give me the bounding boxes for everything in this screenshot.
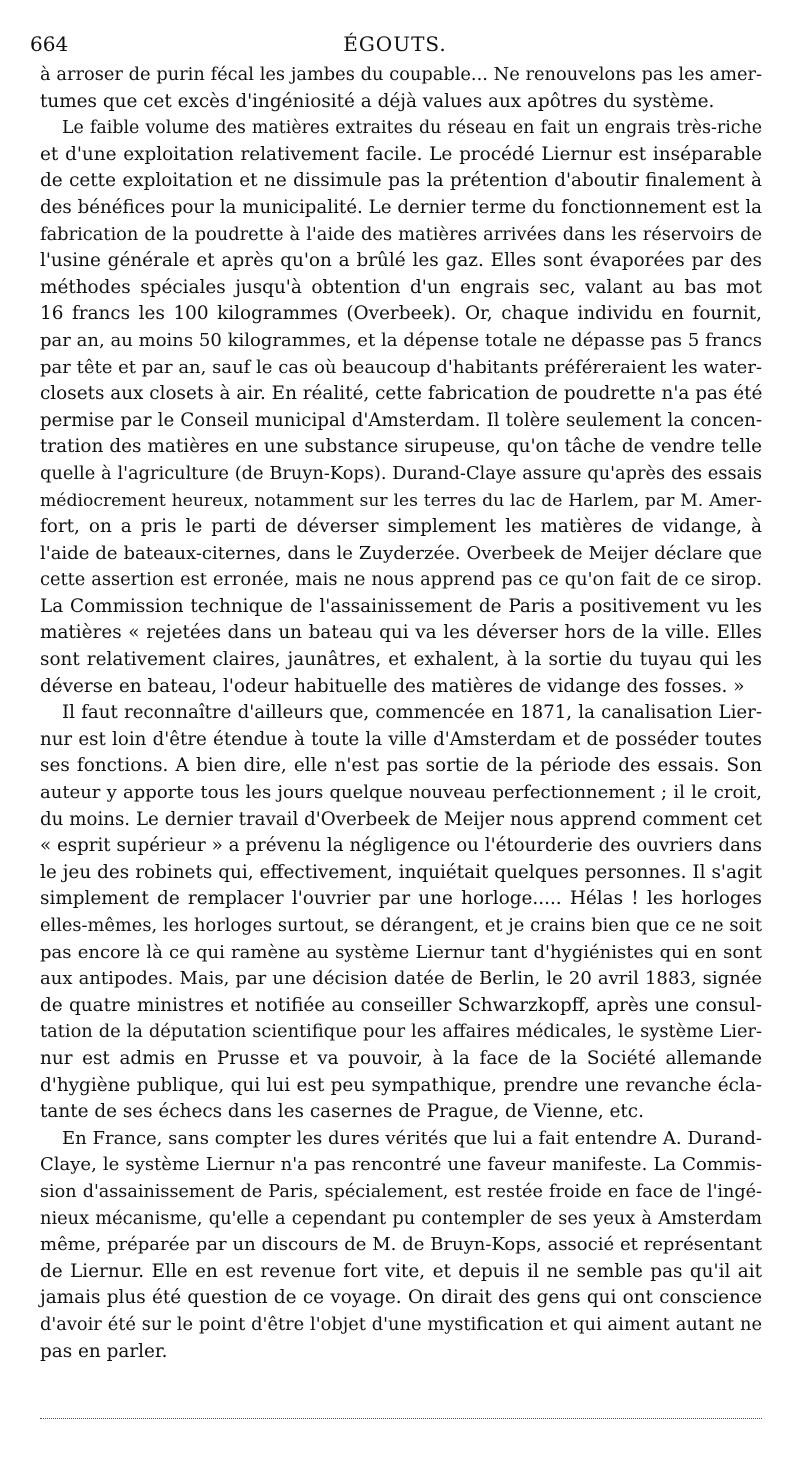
text-line: simplement de remplacer l'ouvrier par une horloge..... Hélas ! les horloges <box>40 888 762 910</box>
text-line: nieux mécanisme, qu'elle a cependant pu contempler de ses yeux à Amsterdam <box>40 1207 762 1229</box>
text-line: du moins. Le dernier travail d'Overbeek de Meijer nous apprend comment cet <box>40 808 762 830</box>
text-line: Il faut reconnaître d'ailleurs que, commencée en 1871, la canalisation Lier- <box>62 702 762 724</box>
text-line: Le faible volume des matières extraites du réseau en fait un engrais très-riche <box>62 118 762 139</box>
body-text <box>40 62 762 1365</box>
footer-dotted-rule <box>40 1418 762 1419</box>
text-line: le jeu des robinets qui, effectivement, inquiétait quelques personnes. Il s'agit <box>40 861 762 883</box>
text-line: fabrication de la poudrette à l'aide des matières arrivées dans les réservoirs de <box>40 223 762 245</box>
text-line: quelle à l'agriculture (de Bruyn-Kops). Durand-Claye assure qu'après des essais <box>40 462 762 484</box>
text-line: sont relativement claires, jaunâtres, et exhalent, à la sortie du tuyau qui les <box>40 649 762 671</box>
text-line: jamais plus été question de ce voyage. On dirait des gens qui ont conscience <box>40 1287 762 1309</box>
text-line: La Commission technique de l'assainissement de Paris a positivement vu les <box>40 595 762 617</box>
text-line: des bénéfices pour la municipalité. Le dernier terme du fonctionnement est la <box>40 196 762 218</box>
text-line: l'usine générale et après qu'on a brûlé les gaz. Elles sont évaporées par des <box>40 250 762 272</box>
text-line: fort, on a pris le parti de déverser simplement les matières de vidange, à <box>40 516 762 538</box>
text-line: tante de ses échecs dans les casernes de Prague, de Vienne, etc. <box>40 1101 644 1123</box>
text-line: par an, au moins 50 kilogrammes, et la dépense totale ne dépasse pas 5 francs <box>40 329 762 351</box>
text-line: auteur y apporte tous les jours quelque nouveau perfectionnement ; il le croit, <box>40 782 762 804</box>
text-line: matières « rejetées dans un bateau qui va les déverser hors de la ville. Elles <box>40 622 762 644</box>
text-line: pas encore là ce qui ramène au système Liernur tant d'hygiénistes qui en sont <box>40 941 762 963</box>
text-line: d'hygiène publique, qui lui est peu sympathique, prendre une revanche écla- <box>40 1074 762 1096</box>
text-line: En France, sans compter les dures vérités que lui a fait entendre A. Durand- <box>62 1127 762 1149</box>
text-line: nur est admis en Prusse et va pouvoir, à la face de la Société allemande <box>40 1047 762 1069</box>
text-line: closets aux closets à air. En réalité, cette fabrication de poudrette n'a pas été <box>40 383 763 405</box>
text-line: permise par le Conseil municipal d'Amsterdam. Il tolère seulement la concen- <box>40 409 762 431</box>
paragraph <box>40 62 762 115</box>
text-line: même, préparée par un discours de M. de Bruyn-Kops, associé et représentant <box>40 1234 762 1256</box>
text-line: nur est loin d'être étendue à toute la ville d'Amsterdam et de posséder toutes <box>40 728 762 750</box>
text-line: de Liernur. Elle en est revenue fort vite, et depuis il ne semble pas qu'il ait <box>40 1260 762 1282</box>
text-line: et d'une exploitation relativement facile. Le procédé Liernur est inséparable <box>40 143 762 165</box>
text-line: médiocrement heureux, notamment sur les terres du lac de Harlem, par M. Amer- <box>40 490 762 511</box>
text-line: tation de la députation scientifique pour les affaires médicales, le système Lier- <box>40 1021 762 1043</box>
text-line: 16 francs les 100 kilogrammes (Overbeek). Or, chaque individu en fournit, <box>40 303 762 325</box>
text-line: déverse en bateau, l'odeur habituelle des matières de vidange des fosses. » <box>40 675 745 697</box>
text-line: à arroser de purin fécal les jambes du coupable... Ne renouvelons pas les amer- <box>40 64 762 85</box>
text-line: Claye, le système Liernur n'a pas rencontré une faveur manifeste. La Commis- <box>40 1154 762 1176</box>
text-line: cette assertion est erronée, mais ne nous apprend pas ce qu'on fait de ce sirop. <box>40 569 762 591</box>
text-line: par tête et par an, sauf le cas où beaucoup d'habitants préféreraient les water- <box>40 356 762 378</box>
section-title: ÉGOUTS. <box>343 32 447 56</box>
text-line: de quatre ministres et notifiée au conseiller Schwarzkopff, après une consul- <box>40 994 762 1016</box>
text-line: pas en parler. <box>40 1340 168 1362</box>
page-number: 664 <box>30 32 69 56</box>
text-line: sion d'assainissement de Paris, spécialement, est restée froide en face de l'ingé- <box>40 1181 762 1202</box>
paragraph <box>40 700 762 1126</box>
text-line: d'avoir été sur le point d'être l'objet d'une mystification et qui aiment autant ne <box>40 1313 762 1335</box>
paragraph <box>40 1126 762 1365</box>
text-line: méthodes spéciales jusqu'à obtention d'un engrais sec, valant au bas mot <box>40 276 762 298</box>
text-line: elles-mêmes, les horloges surtout, se dérangent, et je crains bien que ce ne soit <box>40 915 762 936</box>
text-line: tration des matières en une substance sirupeuse, qu'on tâche de vendre telle <box>40 436 762 458</box>
text-line: l'aide de bateaux-citernes, dans le Zuyderzée. Overbeek de Meijer déclare que <box>40 542 762 564</box>
text-line: de cette exploitation et ne dissimule pas la prétention d'aboutir finalement à <box>40 170 762 192</box>
text-line: tumes que cet excès d'ingéniosité a déjà values aux apôtres du système. <box>40 90 715 112</box>
text-line: « esprit supérieur » a prévenu la négligence ou l'étourderie des ouvriers dans <box>40 835 762 857</box>
running-head <box>30 30 760 58</box>
text-line: ses fonctions. A bien dire, elle n'est pas sortie de la période des essais. Son <box>40 755 762 777</box>
text-line: aux antipodes. Mais, par une décision datée de Berlin, le 20 avril 1883, signée <box>40 968 762 990</box>
paragraph <box>40 115 762 700</box>
